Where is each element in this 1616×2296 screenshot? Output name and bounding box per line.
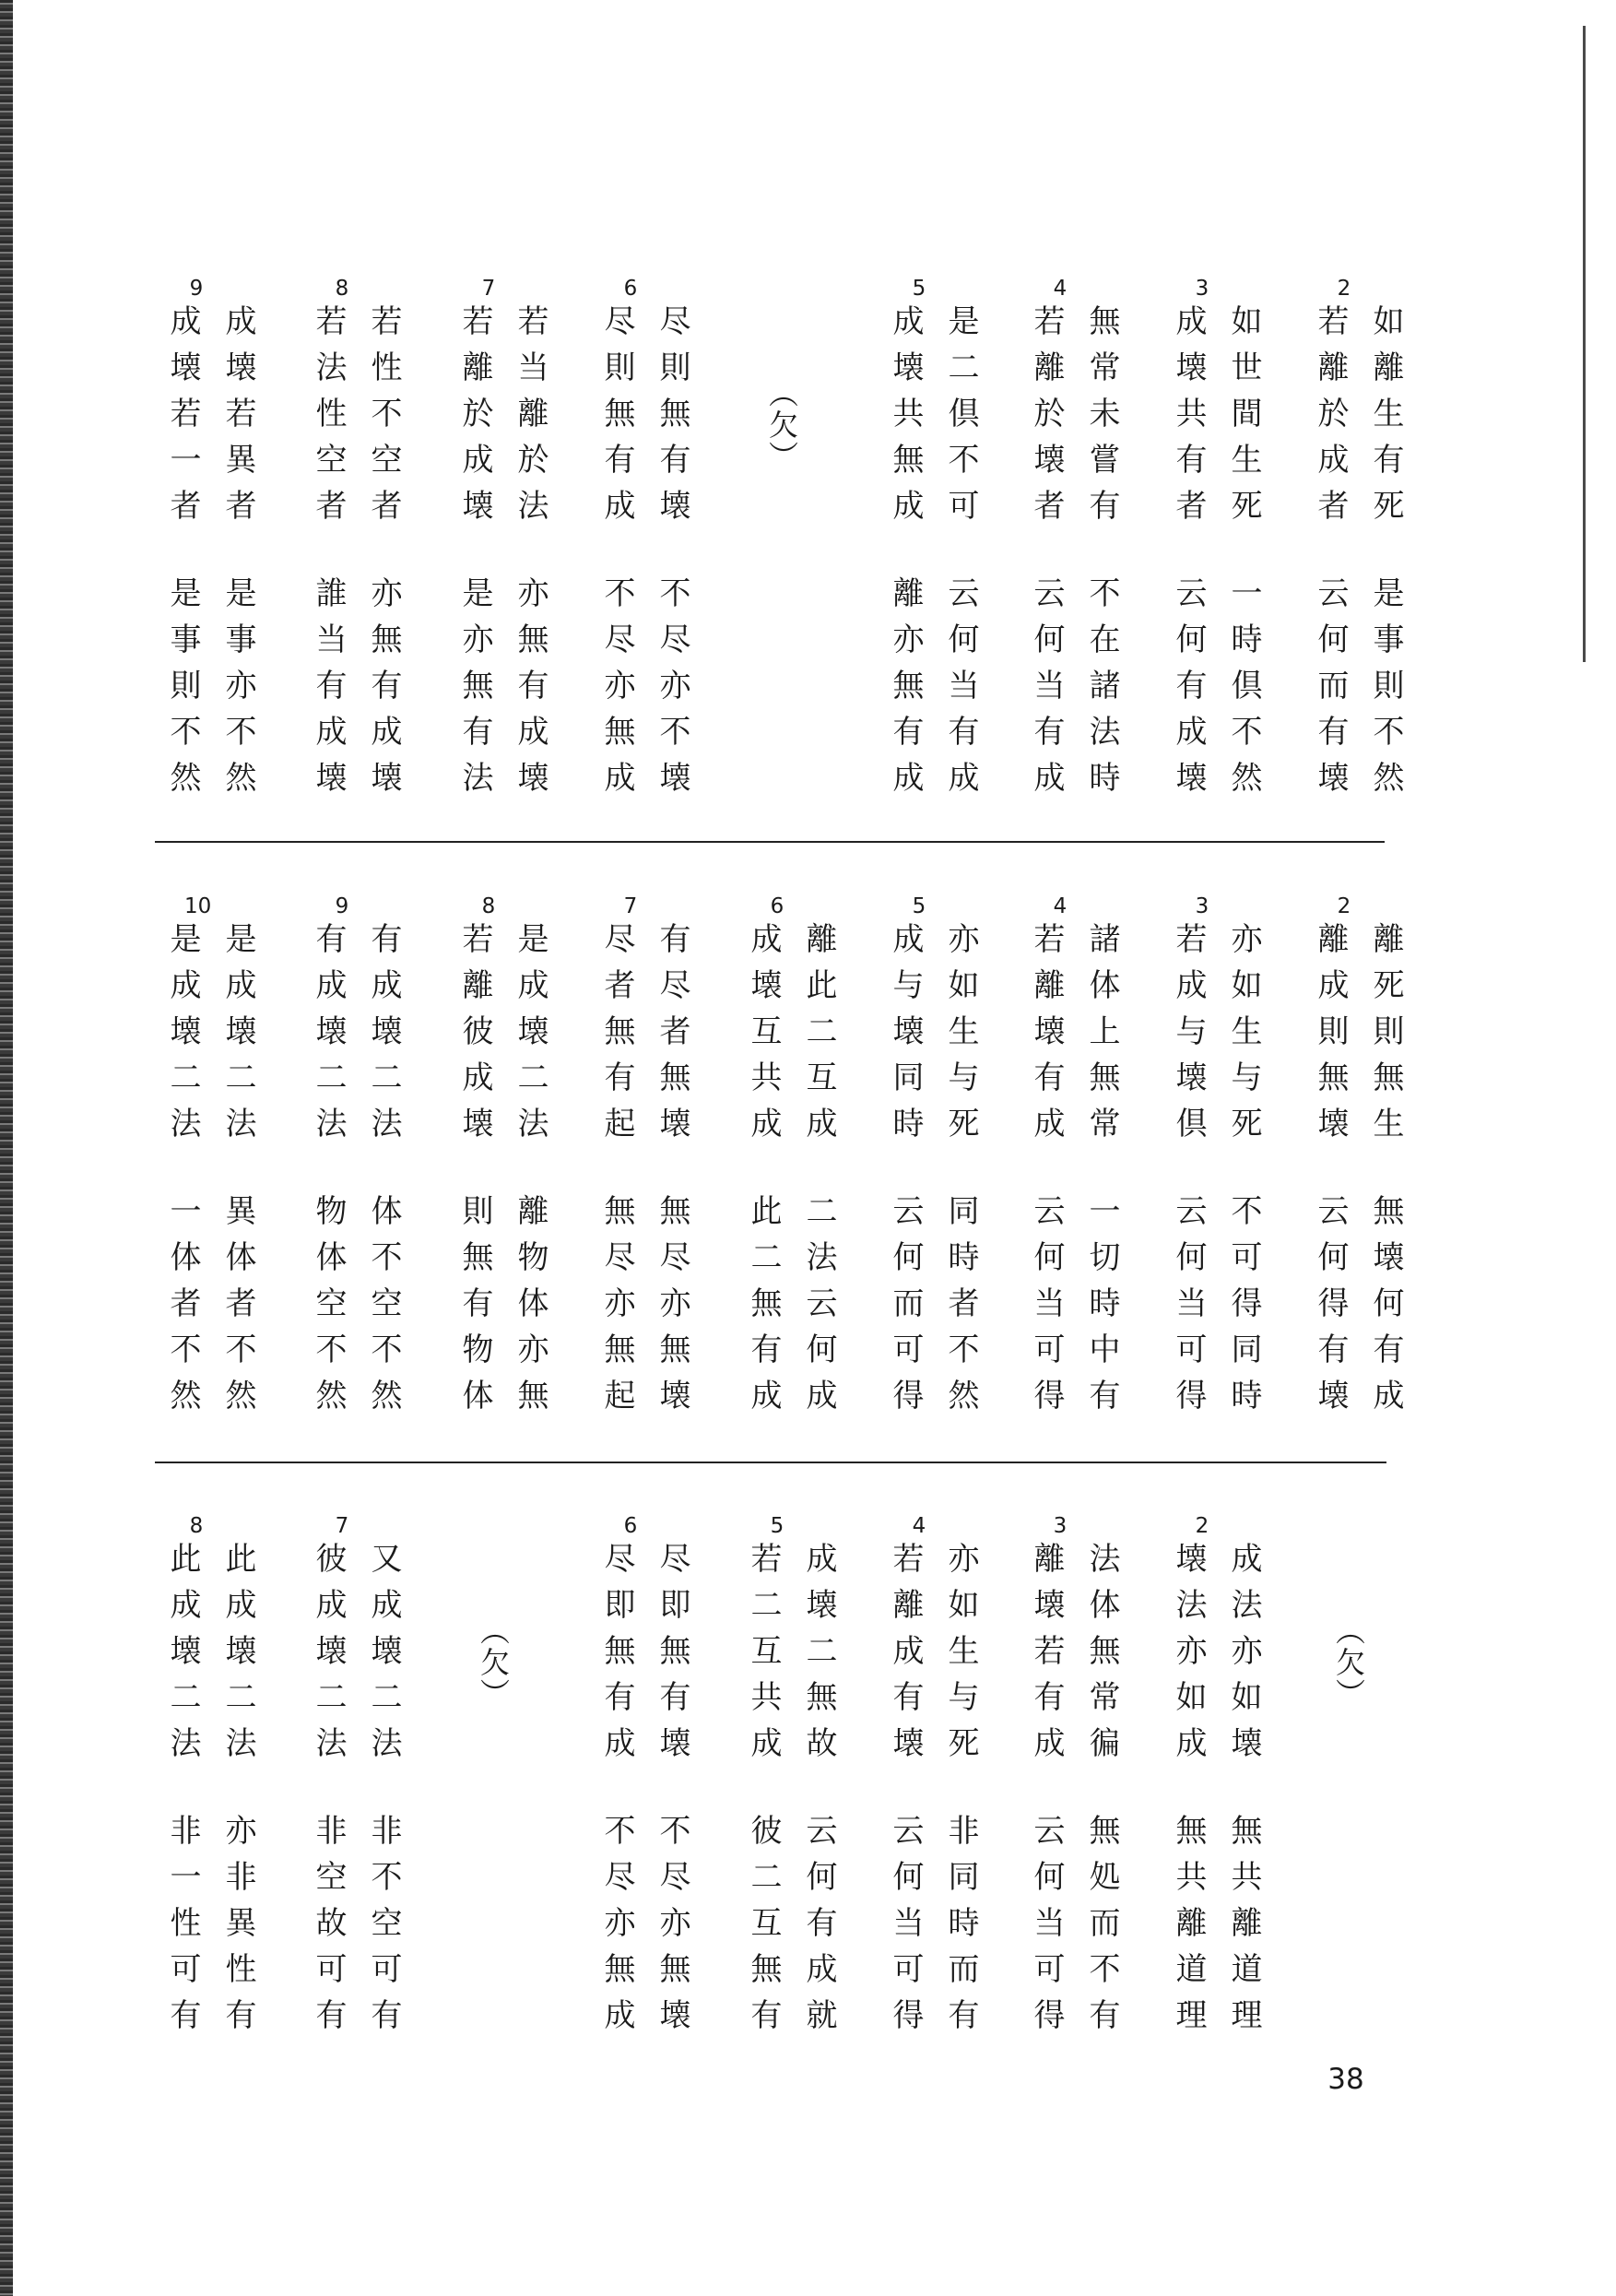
- verse-column: 無尽亦無壊: [654, 1194, 690, 1425]
- verse-column: 非一性可有: [164, 1814, 201, 2044]
- verse-column: 有成壊二法: [310, 922, 347, 1153]
- verse-column: 離此二互成: [800, 922, 837, 1153]
- verse-group: [147, 277, 277, 867]
- verse-column: 尽則無有壊: [654, 304, 690, 535]
- verse-column: 無尽亦無起: [598, 1194, 635, 1425]
- verse-column: 尽即無有成: [598, 1542, 635, 1772]
- verse-number: 2: [1337, 277, 1351, 301]
- verse-column: 是成壊二法: [219, 922, 256, 1153]
- verse-column: 是二倶不可: [942, 304, 979, 535]
- verse-column: 不在諸法時: [1083, 576, 1120, 807]
- verse-group: [147, 894, 277, 1485]
- verse-column: 離亦無有成: [887, 576, 924, 807]
- verse-number: 8: [335, 277, 349, 301]
- verse-group: [147, 1514, 277, 2104]
- verse-column: 若離於成壊: [456, 304, 493, 535]
- verse-group: [440, 277, 569, 867]
- verse-column: 有尽者無壊: [654, 922, 690, 1153]
- verse-number: 4: [1053, 894, 1068, 918]
- verse-column: 云何得有壊: [1312, 1194, 1349, 1425]
- verse-column: 体不空不然: [365, 1194, 402, 1425]
- verse-column: 離成則無壊: [1312, 922, 1349, 1153]
- verse-column: 是成壊二法: [512, 922, 548, 1153]
- verse-column: 此成壊二法: [219, 1542, 256, 1772]
- verse-column: 無常未嘗有: [1083, 304, 1120, 535]
- verse-number: 6: [770, 894, 784, 918]
- verse-column: 非同時而有: [942, 1814, 979, 2044]
- verse-number: 10: [184, 894, 212, 918]
- verse-group: [440, 894, 569, 1485]
- verse-column: 若離成有壊: [887, 1542, 924, 1772]
- verse-number: 2: [1195, 1514, 1209, 1538]
- verse-number: 7: [623, 894, 638, 918]
- verse-column: 是事亦不然: [219, 576, 256, 807]
- verse-group: [870, 894, 999, 1485]
- verse-column: 二法云何成: [800, 1194, 837, 1425]
- verse-column: 成壊共有者: [1170, 304, 1207, 535]
- verse-number: 6: [623, 1514, 638, 1538]
- verse-column: 云何有成壊: [1170, 576, 1207, 807]
- verse-column: 若法性空者: [310, 304, 347, 535]
- verse-column: 是亦無有法: [456, 576, 493, 807]
- verse-column: 諸体上無常: [1083, 922, 1120, 1153]
- verse-group: [582, 1514, 711, 2104]
- verse-column: 彼二互無有: [745, 1814, 782, 2044]
- missing-text-marker: （欠）: [1331, 1615, 1366, 1710]
- verse-column: 云何而可得: [887, 1194, 924, 1425]
- verse-column: 誰当有成壊: [310, 576, 347, 807]
- verse-column: 有成壊二法: [365, 922, 402, 1153]
- verse-column: 成法亦如壊: [1225, 1542, 1262, 1772]
- verse-group: [1295, 894, 1424, 1485]
- verse-column: 法体無常徧: [1083, 1542, 1120, 1772]
- verse-group: [293, 277, 422, 867]
- verse-column: 無処而不有: [1083, 1814, 1120, 2044]
- verse-column: 如世間生死: [1225, 304, 1262, 535]
- verse-column: 若離壊有成: [1028, 922, 1065, 1153]
- verse-number: 5: [912, 277, 926, 301]
- verse-column: 無共離道理: [1225, 1814, 1262, 2044]
- verse-number: 8: [481, 894, 496, 918]
- verse-group: [1011, 894, 1140, 1485]
- verse-column: 成壊共無成: [887, 304, 924, 535]
- verse-column: 亦如生与死: [942, 1542, 979, 1772]
- verse-column: 成壊若異者: [219, 304, 256, 535]
- verse-column: 若成与壊倶: [1170, 922, 1207, 1153]
- verse-column: 彼成壊二法: [310, 1542, 347, 1772]
- binding-shadow: [0, 0, 13, 2296]
- verse-column: 是事則不然: [1367, 576, 1404, 807]
- verse-column: 不可得同時: [1225, 1194, 1262, 1425]
- verse-column: 云何有成就: [800, 1814, 837, 2044]
- verse-group: [870, 1514, 999, 2104]
- verse-column: 是成壊二法: [164, 922, 201, 1153]
- verse-column: 壊法亦如成: [1170, 1542, 1207, 1772]
- page-number: 38: [1327, 2063, 1364, 2096]
- verse-group: [1011, 1514, 1140, 2104]
- verse-group: [728, 894, 857, 1485]
- verse-group: [870, 277, 999, 867]
- verse-column: 云何而有壊: [1312, 576, 1349, 807]
- verse-column: 成壊若一者: [164, 304, 201, 535]
- verse-group: [1153, 277, 1282, 867]
- verse-number: 9: [189, 277, 204, 301]
- verse-column: 若離彼成壊: [456, 922, 493, 1153]
- verse-column: 一体者不然: [164, 1194, 201, 1425]
- verse-number: 7: [335, 1514, 349, 1538]
- missing-text-marker: （欠）: [476, 1615, 511, 1710]
- verse-column: 亦如生与死: [942, 922, 979, 1153]
- verse-column: 是事則不然: [164, 576, 201, 807]
- verse-number: 4: [912, 1514, 926, 1538]
- verse-number: 6: [623, 277, 638, 301]
- verse-number: 3: [1195, 277, 1209, 301]
- verse-column: 如離生有死: [1367, 304, 1404, 535]
- verse-column: 亦無有成壊: [512, 576, 548, 807]
- verse-column: 云何当有成: [1028, 576, 1065, 807]
- verse-number: 7: [481, 277, 496, 301]
- verse-column: 尽者無有起: [598, 922, 635, 1153]
- verse-group: [1295, 277, 1424, 867]
- verse-column: 成壊互共成: [745, 922, 782, 1153]
- verse-group: [582, 894, 711, 1485]
- verse-number: 2: [1337, 894, 1351, 918]
- verse-column: 亦無有成壊: [365, 576, 402, 807]
- verse-column: 離壊若有成: [1028, 1542, 1065, 1772]
- page-edge-line: [1583, 26, 1586, 662]
- verse-column: 非不空可有: [365, 1814, 402, 2044]
- verse-number: 5: [912, 894, 926, 918]
- verse-group: [293, 1514, 422, 2104]
- verse-column: 異体者不然: [219, 1194, 256, 1425]
- missing-text-marker: （欠）: [764, 378, 799, 472]
- verse-column: 不尽亦無成: [598, 576, 635, 807]
- verse-column: 亦非異性有: [219, 1814, 256, 2044]
- verse-column: 物体空不然: [310, 1194, 347, 1425]
- verse-column: 一切時中有: [1083, 1194, 1120, 1425]
- verse-column: 若性不空者: [365, 304, 402, 535]
- verse-column: 亦如生与死: [1225, 922, 1262, 1153]
- verse-column: 此成壊二法: [164, 1542, 201, 1772]
- verse-group: [582, 277, 711, 867]
- verse-number: 3: [1195, 894, 1209, 918]
- verse-number: 4: [1053, 277, 1068, 301]
- verse-column: 不尽亦不壊: [654, 576, 690, 807]
- verse-column: 若当離於法: [512, 304, 548, 535]
- verse-column: 云何当有成: [942, 576, 979, 807]
- verse-number: 8: [189, 1514, 204, 1538]
- verse-column: 離物体亦無: [512, 1194, 548, 1425]
- verse-column: 不尽亦無壊: [654, 1814, 690, 2044]
- verse-column: 同時者不然: [942, 1194, 979, 1425]
- verse-column: 此二無有成: [745, 1194, 782, 1425]
- verse-column: 無共離道理: [1170, 1814, 1207, 2044]
- verse-column: 非空故可有: [310, 1814, 347, 2044]
- verse-column: 一時倶不然: [1225, 576, 1262, 807]
- verse-group: [1153, 894, 1282, 1485]
- verse-column: 若離於壊者: [1028, 304, 1065, 535]
- verse-group: [728, 1514, 857, 2104]
- verse-column: 不尽亦無成: [598, 1814, 635, 2044]
- verse-group: [293, 894, 422, 1485]
- verse-column: 無壊何有成: [1367, 1194, 1404, 1425]
- verse-column: 又成壊二法: [365, 1542, 402, 1772]
- verse-number: 3: [1053, 1514, 1068, 1538]
- verse-column: 則無有物体: [456, 1194, 493, 1425]
- verse-column: 尽則無有成: [598, 304, 635, 535]
- verse-column: 成壊二無故: [800, 1542, 837, 1772]
- verse-number: 5: [770, 1514, 784, 1538]
- verse-column: 云何当可得: [1028, 1194, 1065, 1425]
- verse-group: [1153, 1514, 1282, 2104]
- verse-column: 云何当可得: [1028, 1814, 1065, 2044]
- verse-group: [1011, 277, 1140, 867]
- verse-column: 若二互共成: [745, 1542, 782, 1772]
- verse-column: 尽即無有壊: [654, 1542, 690, 1772]
- verse-number: 9: [335, 894, 349, 918]
- verse-column: 云何当可得: [887, 1814, 924, 2044]
- verse-column: 離死則無生: [1367, 922, 1404, 1153]
- verse-column: 成与壊同時: [887, 922, 924, 1153]
- verse-column: 云何当可得: [1170, 1194, 1207, 1425]
- verse-column: 若離於成者: [1312, 304, 1349, 535]
